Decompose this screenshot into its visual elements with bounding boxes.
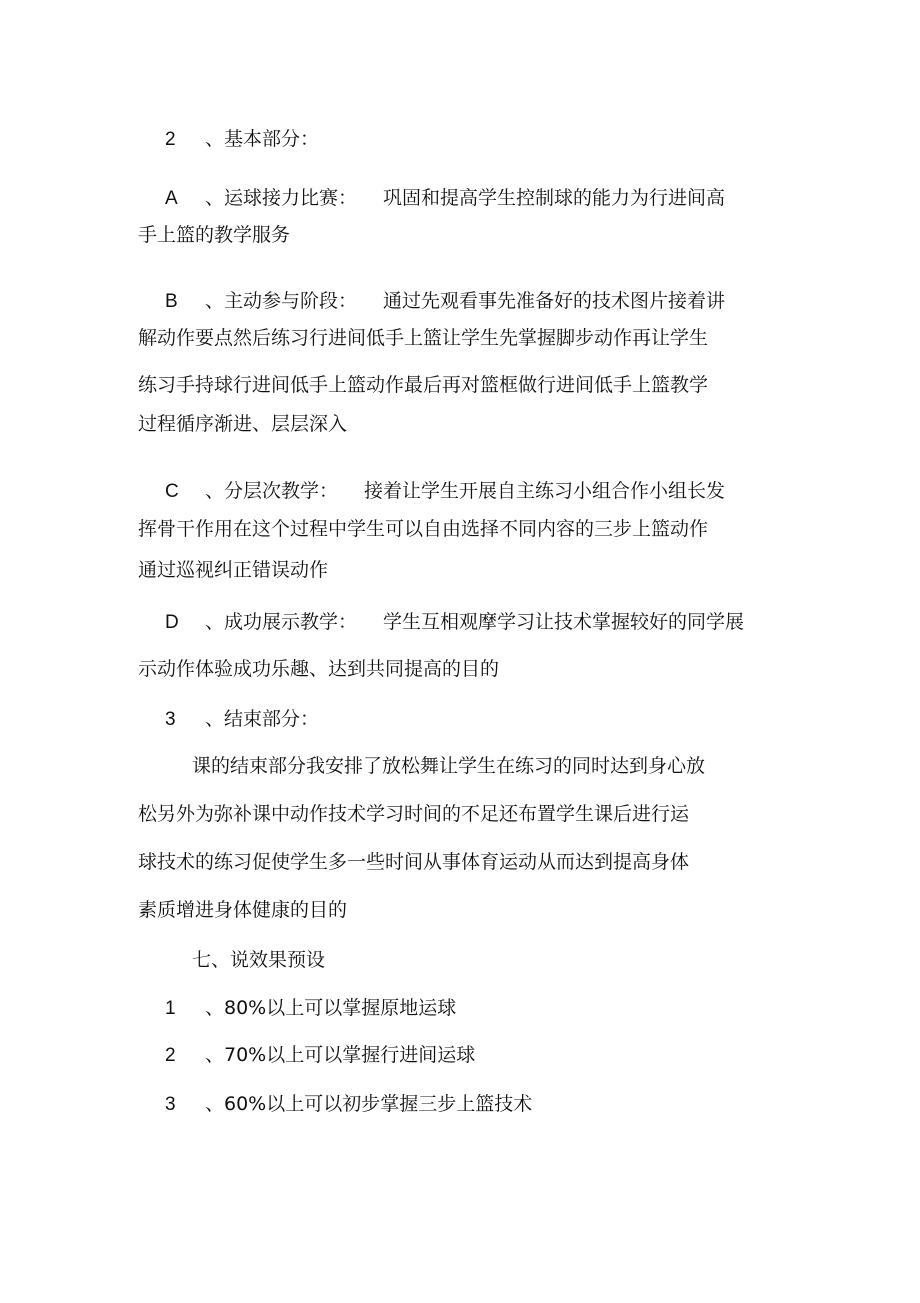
effect-item-3	[165, 1094, 785, 1115]
section-end-title: 、结束部分：	[205, 708, 320, 730]
part-a-label: 、运球接力比赛：	[205, 187, 358, 209]
part-a-line-2: 手上篮的教学服务	[138, 224, 291, 246]
part-d-line-1: 学生互相观摩学习让技术掌握较好的同学展	[383, 611, 745, 633]
section-number: 2	[165, 129, 176, 150]
part-d-label: 、成功展示教学：	[205, 611, 358, 633]
ending-paragraph-line-4: 素质增进身体健康的目的	[138, 899, 348, 921]
part-c-line-3: 通过巡视纠正错误动作	[138, 559, 329, 581]
part-a-marker: A	[165, 188, 178, 209]
part-c-label: 、分层次教学：	[205, 480, 339, 502]
part-c-heading	[165, 481, 785, 502]
section-end-heading	[165, 709, 785, 730]
effect-item-2-number: 2	[165, 1045, 176, 1066]
effect-item-3-text: 、60%以上可以初步掌握三步上篮技术	[205, 1093, 533, 1115]
part-a-heading	[165, 188, 785, 209]
part-d-line-2: 示动作体验成功乐趣、达到共同提高的目的	[138, 658, 500, 680]
part-d-marker: D	[165, 612, 179, 633]
part-d-heading	[165, 612, 785, 633]
part-c-line-1: 接着让学生开展自主练习小组合作小组长发	[364, 480, 726, 502]
part-b-marker: B	[165, 291, 178, 312]
part-b-heading	[165, 291, 785, 312]
part-a-line-1: 巩固和提高学生控制球的能力为行进间高	[383, 187, 726, 209]
effect-item-1-text: 、80%以上可以掌握原地运球	[205, 997, 457, 1019]
part-c-marker: C	[165, 481, 179, 502]
effect-item-3-number: 3	[165, 1094, 176, 1115]
effect-item-1-number: 1	[165, 998, 176, 1019]
ending-paragraph-line-3: 球技术的练习促使学生多一些时间从事体育运动从而达到提高身体	[138, 851, 690, 873]
section-title: 、基本部分：	[205, 128, 320, 150]
part-b-line-1: 通过先观看事先准备好的技术图片接着讲	[383, 290, 726, 312]
ending-paragraph-line-2: 松另外为弥补课中动作技术学习时间的不足还布置学生课后进行运	[138, 803, 690, 825]
ending-paragraph-line-1: 课的结束部分我安排了放松舞让学生在练习的同时达到身心放	[192, 755, 706, 777]
part-b-line-2: 解动作要点然后练习行进间低手上篮让学生先掌握脚步动作再让学生	[138, 327, 709, 349]
part-c-line-2: 挥骨干作用在这个过程中学生可以自由选择不同内容的三步上篮动作	[138, 518, 709, 540]
effect-item-2	[165, 1045, 785, 1066]
effect-item-1	[165, 998, 785, 1019]
part-b-line-4: 过程循序渐进、层层深入	[138, 413, 348, 435]
section-end-number: 3	[165, 709, 176, 730]
section-basic-heading	[165, 129, 785, 150]
effect-item-2-text: 、70%以上可以掌握行进间运球	[205, 1044, 476, 1066]
effect-section-title: 七、说效果预设	[192, 949, 326, 971]
part-b-label: 、主动参与阶段：	[205, 290, 358, 312]
part-b-line-3: 练习手持球行进间低手上篮动作最后再对篮框做行进间低手上篮教学	[138, 374, 709, 396]
